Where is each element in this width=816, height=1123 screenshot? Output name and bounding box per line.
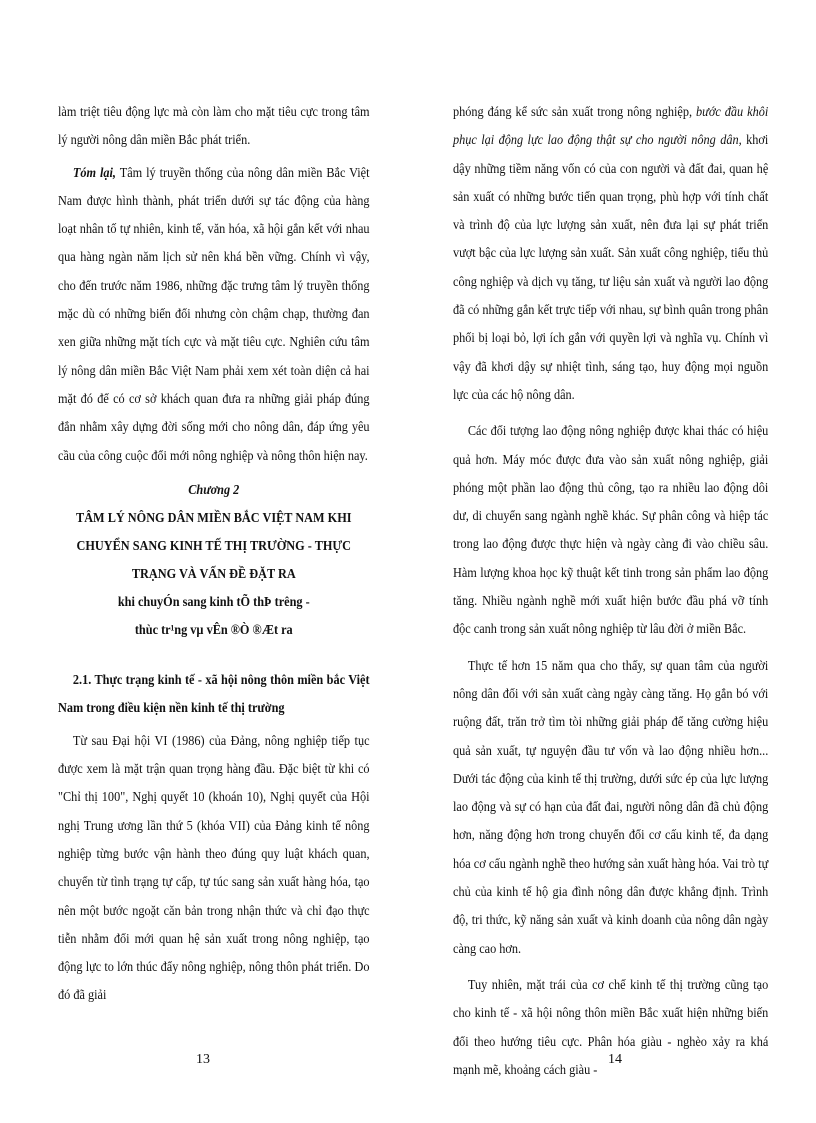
right-p1-start: phóng đáng kể sức sản xuất trong nông nghiệp, xyxy=(453,104,697,119)
left-paragraph-3: Từ sau Đại hội VI (1986) của Đảng, nông nghiệp tiếp tục được xem là mặt trận quan trọng hàng đầu. Đặc biệt từ khi có "Chỉ thị 100", Nghị quyết 10 (khoán 10), Nghị quyết của Hội nghị Trung ương lần thứ 5 (khóa VII) của Đảng kinh tế nông nghiệp từng bước vận hành theo đúng quy luật khách quan, chuyển từ tình trạng tự cấp, tự túc sang sản xuất hàng hóa, tạo nên một bước ngoặt căn bản trong nhận thức và chỉ đạo thực tiễn nhằm đổi mới quan hệ sản xuất trong nông nghiệp, tạo động lực to lớn thúc đẩy nông nghiệp, nông thôn phát triển. Do đó đã giải xyxy=(58,732,370,1003)
right-paragraph-3: Thực tế hơn 15 năm qua cho thấy, sự quan tâm của người nông dân đối với sản xuất càng ngày càng tăng. Họ gắn bó với ruộng đất, trăn trở tìm tòi những giải pháp để tăng cường hiệu quả sản xuất, tự nguyện đầu tư vốn và lao động nhiều hơn... Dưới tác động của kinh tế thị trường, dưới sức ép của lực lượng lao động và sự có hạn của đất đai, người nông dân đã chủ động hơn, năng động hơn trong chuyển đổi cơ cấu kinh tế, đa dạng hóa cơ cấu ngành nghề theo hướng sản xuất hàng hóa. Vai trò tự chủ của kinh tế hộ gia đình nông dân được khẳng định. Trình độ, tri thức, kỹ năng sản xuất và kinh doanh của nông dân ngày càng cao hơn. xyxy=(453,657,769,956)
chapter-subtitle-line-2: thùc tr¹ng vµ vÊn ®Ò ®Æt ra xyxy=(134,622,293,638)
page-number-right: 14 xyxy=(608,1052,622,1067)
page-number-left: 13 xyxy=(196,1052,210,1067)
section-heading: 2.1. Thực trạng kinh tế - xã hội nông thôn miền bắc Việt Nam trong điều kiện nền kinh tế thị trường xyxy=(58,672,370,716)
summary-text: Tâm lý truyền thống của nông dân miền Bắc Việt Nam được hình thành, phát triển dưới sự tác động của hàng loạt nhân tố tự nhiên, kinh tế, văn hóa, xã hội gắn kết với nhau qua hàng ngàn năm lịch sử nên khá bền vững. Chính vì vậy, cho đến trước năm 1986, những đặc trưng tâm lý truyền thống mặc dù có những biến đổi nhưng còn chậm chạp, thường đan xen giữa những mặt tích cực và mặt tiêu cực. Nghiên cứu tâm lý nông dân miền Bắc Việt Nam phải xem xét toàn diện cả hai mặt đó để có cơ sở khách quan đưa ra những giải pháp đúng đắn nhằm xây dựng đời sống mới cho nông dân, đáp ứng yêu cầu của công cuộc đổi mới nông nghiệp và nông thôn hiện nay. xyxy=(58,164,370,463)
summary-lead: Tóm lại, xyxy=(72,164,117,180)
right-p1-italic: bước đầu khôi phục lại động lực lao động thật sự cho người nông dân, xyxy=(453,104,769,148)
chapter-label: Chương 2 xyxy=(188,481,240,497)
right-p1-end: khơi dậy những tiềm năng vốn có của con người và đất đai, quan hệ sản xuất có những bước tiến quan trọng, phù hợp với tính chất và trình độ của lực lượng sản xuất, nên đưa lại sự phát triển vượt bậc của lực lượng sản xuất. Sản xuất công nghiệp, tiểu thủ công nghiệp và dịch vụ tăng, tư liệu sản xuất và người lao động đã có những gắn kết trực tiếp với nhau, sự bình quân trong phân phối bị loại bỏ, lợi ích gắn với quyền lợi và nghĩa vụ. Chính vì vậy đã khơi dậy sự nhiệt tình, sáng tạo, huy động mọi nguồn lực của các hộ nông dân. xyxy=(453,132,769,402)
left-paragraph-1: làm triệt tiêu động lực mà còn làm cho mặt tiêu cực trong tâm lý người nông dân miền Bắc phát triển. xyxy=(58,104,370,148)
chapter-subtitle-line-1: khi chuyÓn sang kinh tÕ thÞ trêng - xyxy=(117,594,310,610)
right-paragraph-1 xyxy=(453,98,768,409)
right-page-column xyxy=(453,98,768,1084)
chapter-title: TÂM LÝ NÔNG DÂN MIỀN BẮC VIỆT NAM KHI CHUYỂN SANG KINH TẾ THỊ TRƯỜNG - THỰC TRẠNG VÀ VẤN ĐỀ ĐẶT RA xyxy=(76,510,352,582)
left-page-column xyxy=(58,98,370,1010)
right-paragraph-4: Tuy nhiên, mặt trái của cơ chế kinh tế thị trường cũng tạo cho kinh tế - xã hội nông thôn miền Bắc xuất hiện những biến đổi theo hướng tiêu cực. Phân hóa giàu - nghèo xảy ra khá mạnh mẽ, khoảng cách giàu - xyxy=(453,976,769,1077)
right-paragraph-2: Các đối tượng lao động nông nghiệp được khai thác có hiệu quả hơn. Máy móc được đưa vào sản xuất nông nghiệp, giải phóng một phần lao động thủ công, tạo ra nhiều lao động dôi dư, di chuyển sang ngành nghề khác. Sự phân công và hiệp tác trong lao động được thực hiện và ngày càng đi vào chiều sâu. Hàm lượng khoa học kỹ thuật kết tinh trong sản phẩm lao động tăng. Nhiều ngành nghề mới xuất hiện bước đầu phá vỡ tính độc canh trong sản xuất nông nghiệp từ lâu đời ở miền Bắc. xyxy=(453,423,769,637)
left-paragraph-2 xyxy=(58,159,370,470)
